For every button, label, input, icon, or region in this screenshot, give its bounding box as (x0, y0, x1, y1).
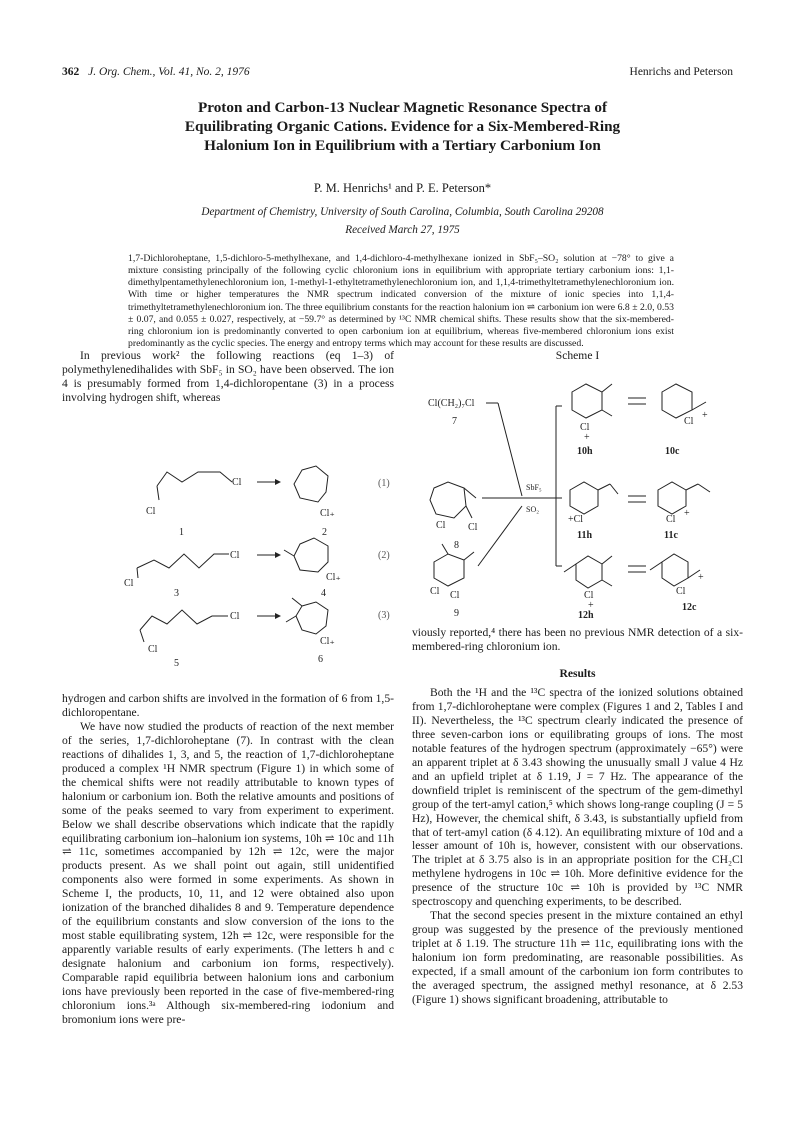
compound-12h-plus: + (588, 600, 594, 611)
product-6-ring (296, 602, 328, 634)
reactant-3-cl2: Cl (124, 578, 134, 589)
compound-5-number: 5 (174, 658, 179, 669)
compound-8-cl-left: Cl (436, 520, 446, 531)
compound-10c-ring (662, 384, 692, 418)
paragraph: Both the ¹H and the ¹³C spectra of the ionized solutions obtained from 1,7-dichloroheptane were complex (Figures 1 and 2, Tables I and II). Nevertheless, the ¹³C spectrum clearly indicated the presence of three seven-carbon ions or equilibrating groups of ions. The most notable features of the hydrogen spectrum (approximately −65°) were an apparent triplet at δ 3.43 showing the unusually small J value 4 Hz and an upfield triplet at δ 1.19, J = 7 Hz. The appearance of the downfield triplet is reminiscent of the spectrum of the gem-dimethyl group of the tert-amyl cation,⁵ which shows long-range coupling (J = 5 Hz), However, the chemical shift, δ 3.43, is substantially upfield from that of tert-amyl cation (δ 4.12). An equilibrating mixture of 10d and a lesser amount of 10h is, however, consistent with our observations. The triplet at δ 3.75 also is in an appropriate position for the CH₂Cl methylene hydrogens in 10c ⇌ 10h. More definitive evidence for the presence of the structure 10c ⇌ 10h is provided by ¹³C NMR spectroscopy and quenching experiments, to be described. (412, 686, 743, 909)
compound-11h-number: 11h (577, 530, 593, 541)
reactant-5-cl: Cl (230, 611, 240, 622)
compound-8-cl-right: Cl (468, 522, 478, 533)
compound-11c-number: 11c (664, 530, 678, 541)
right-column-body (412, 686, 743, 1007)
received-date: Received March 27, 1975 (345, 224, 460, 236)
compound-12h-ring (576, 556, 602, 588)
compound-2-number: 2 (322, 527, 327, 538)
compound-1-number: 1 (179, 527, 184, 538)
compound-3-number: 3 (174, 588, 179, 599)
compound-7-number: 7 (452, 416, 457, 427)
reactant-5 (140, 610, 228, 642)
compound-10h-number: 10h (577, 446, 593, 457)
compound-11c-cl: Cl (666, 514, 676, 525)
intro-paragraph (62, 349, 394, 405)
paragraph: We have now studied the products of reaction of the next member of the series, 1,7-dichloroheptane (7). In contrast with the clean reactions of dihalides 1, 3, and 5, the reaction of 1,7-dichloroheptane produced a complex ¹H NMR spectrum (Figure 1) in which some of the chemical shifts were not readily attributable to known types of halonium or carbonium ion. Both the relative amounts and positions of some of the peaks seemed to vary from experiment to experiment. Below we shall describe observations which indicate that the rapidly equilibrating carbonium ion–halonium ion systems, 10h ⇌ 10c and 11h ⇌ 11c, sometimes accompanied by 12h ⇌ 12c, were the major products present. As we shall point out again, still unidentified components also were formed in some experiments. As shown in Scheme I, the products, 10, 11, and 12 were obtained also upon ionization of the branched dihalides 8 and 9. Temperature dependence of the equilibrium constants and slow conversion of the ions to the most stable equilibrating system, 12h ⇌ 12c, were responsible for the apparently variable results of early experiments. (The letters h and c designate halonium and carbonium ion forms, respectively). Comparable rapid equilibria between halonium ions and carbonium ions have previously been reported in the case of five-membered-ring chloronium ions.³ᵃ Although six-membered-ring iodonium and bromonium ions were pre- (62, 719, 394, 1026)
product-4-ring (294, 538, 328, 572)
reactant-5-cl2: Cl (148, 644, 158, 655)
affiliation: Department of Chemistry, University of South Carolina, Columbia, South Carolina 29208 (201, 206, 604, 218)
eq-3-number: (3) (378, 610, 390, 621)
compound-10c-plus: + (702, 410, 708, 421)
compound-12h-cl: Cl (584, 590, 594, 601)
compound-9-number: 9 (454, 608, 459, 618)
reaction-equations (62, 410, 402, 672)
compound-8-number: 8 (454, 540, 459, 551)
title-line: Equilibrating Organic Cations. Evidence for a Six-Membered-Ring (184, 118, 621, 135)
title-line: Proton and Carbon-13 Nuclear Magnetic Resonance Spectra of (197, 99, 608, 116)
compound-12c-ring (662, 554, 688, 586)
intro-text: In previous work² the following reactions (eq 1–3) of polymethylenedihalides with SbF₅ in SO₂ have been observed. The ion 4 is presumably formed from 1,4-dichloropentane (3) in a process involving hydrogen shift, whereas (62, 349, 394, 404)
reactant-1-cl: Cl (232, 477, 242, 488)
compound-9-cl-right: Cl (450, 590, 460, 601)
compound-10h-plus: + (584, 432, 590, 443)
compound-6-number: 6 (318, 654, 323, 665)
compound-10h-cl: Cl (580, 422, 590, 433)
journal-citation: J. Org. Chem., Vol. 41, No. 2, 1976 (88, 66, 250, 78)
reagent-bottom: SO₂ (526, 505, 540, 514)
scheme-diagram (412, 366, 743, 618)
scheme-title: Scheme I (555, 349, 600, 362)
reactant-1-cl2: Cl (146, 506, 156, 517)
converging-arrow-line (498, 403, 522, 496)
reactant-3-cl: Cl (230, 550, 240, 561)
compound-11c-plus: + (684, 508, 690, 519)
results-heading: Results (559, 667, 596, 680)
reactant-1 (157, 472, 232, 500)
compound-4-number: 4 (321, 588, 326, 599)
page-number: 362 (62, 66, 80, 78)
compound-8-ring (430, 482, 466, 518)
eq-1-number: (1) (378, 478, 390, 489)
running-header-left (62, 66, 250, 78)
compound-12c-cl: Cl (676, 586, 686, 597)
compound-12h-number: 12h (578, 610, 594, 618)
running-header-authors: Henrichs and Peterson (629, 66, 733, 78)
abstract: 1,7-Dichloroheptane, 1,5-dichloro-5-methylhexane, and 1,4-dichloro-4-methylhexane ionized in SbF₅–SO₂ solution at −78° to give a mixture consisting principally of the following cyclic chloronium ions in equilibrium with appropriate tertiary carbonium ions: 1,1-dimethylpentamethylenechloronium ion, 1-methyl-1-ethyltetramethylenechloronium ion, and 1,1,4-trimethyltetramethylenechloronium ion. With time or higher temperatures the NMR spectrum indicated conversion of the mixture of ionic species into 1,1,4-trimethyltetramethylenechloronium ion. The three equilibrium constants for the reaction halonium ion ⇌ carbonium ion were 6.8 ± 2.0, 0.53 ± 0.07, and 0.055 ± 0.027, respectively, at −59.7° as determined by ¹³C NMR chemical shifts. These results show that the six-membered-ring chloronium ion is predominantly converted to open carbonium ion at equilibrium, whereas five-membered chloronium ions exist predominantly as the cyclic species. The energy and entropy terms which may account for these results are discussed. (128, 253, 674, 350)
compound-11c-ring (658, 482, 686, 514)
product-2-ring (294, 466, 328, 502)
product-4-cl: Cl₊ (326, 572, 341, 583)
compound-11h-ring (570, 482, 598, 514)
article-title (62, 98, 743, 155)
reagent-top: SbF₅ (526, 483, 542, 492)
right-continuation (412, 626, 743, 654)
paragraph: viously reported,⁴ there has been no previous NMR detection of a six-membered-ring chloronium ion. (412, 626, 743, 653)
left-column-body (62, 692, 394, 1027)
title-line: Halonium Ion in Equilibrium with a Tertiary Carbonium Ion (204, 137, 601, 154)
compound-12c-plus: + (698, 572, 704, 583)
compound-12c-number: 12c (682, 602, 697, 613)
reactant-3 (137, 554, 229, 578)
compound-10h-ring (572, 384, 602, 418)
product-6-cl: Cl₊ (320, 636, 335, 647)
compound-9-cl-left: Cl (430, 586, 440, 597)
compound-7-formula: Cl(CH₂)₇Cl (428, 398, 475, 409)
eq-2-number: (2) (378, 550, 390, 561)
product-2-cl: Cl₊ (320, 508, 335, 519)
paragraph: That the second species present in the mixture contained an ethyl group was suggested by the presence of the previously mentioned triplet at δ 1.19. The structure 11h ⇌ 11c, equilibrating ions with the halonium ion form predominating, are reasonable possibilities. As expected, if a small amount of the carbonium ion form contributes to the averaged spectrum, the assigned methyl resonance, at δ 2.53 (Figure 1) shows significant broadening, attributable to (412, 909, 743, 1006)
compound-10c-cl: Cl (684, 416, 694, 427)
paragraph: hydrogen and carbon shifts are involved in the formation of 6 from 1,5-dichloropentane. (62, 692, 394, 719)
author-list: P. M. Henrichs¹ and P. E. Peterson* (313, 181, 492, 195)
compound-11h-cl: +Cl (568, 514, 584, 525)
compound-9-ring (434, 554, 464, 586)
compound-10c-number: 10c (665, 446, 680, 457)
